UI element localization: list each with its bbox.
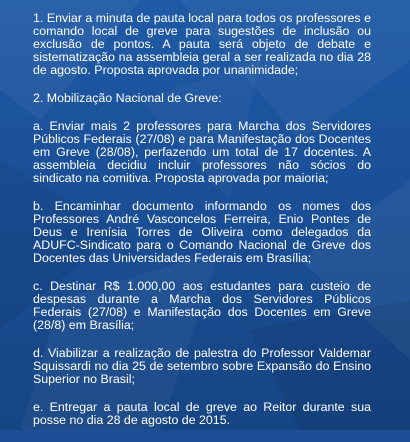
paragraph-item-c: c. Destinar R$ 1.000,00 aos estudantes para custeio de despesas durante a Marcha dos Servidores Públicos Federais (27/08) e Manifestação dos Docentes em Greve (28/8) em Brasília; (33, 279, 371, 332)
paragraph-2: 2. Mobilização Nacional de Greve: (33, 91, 222, 105)
paragraph-item-d: d. Viabilizar a realização de palestra do Professor Valdemar Squissardi no dia 25 de setembro sobre Expansão do Ensino Superior no Brasil; (33, 346, 371, 386)
paragraph-item-e: e. Entregar a pauta local de greve ao Reitor durante sua posse no dia 28 de agosto de 2015. (33, 400, 371, 427)
paragraph-item-a: a. Enviar mais 2 professores para Marcha dos Servidores Públicos Federais (27/08) e para Manifestação dos Docentes em Greve (28/08), perfazendo um total de 17 docentes. A assembleia decidiu incluir professores não sócios do sindicato na comitiva. Proposta aprovada por maioria; (33, 119, 371, 185)
paragraph-item-b: b. Encaminhar documento informando os nomes dos Professores André Vasconcelos Ferreira, Enio Pontes de Deus e Irenísia Torres de Oliveira como delegados da ADUFC-Sindicato para o Comando Nacional de Greve dos Docentes das Universidades Federais em Brasília; (33, 199, 371, 265)
document-body (33, 12, 371, 442)
paragraph-1: 1. Enviar a minuta de pauta local para todos os professores e comando local de greve para sugestões de inclusão ou exclusão de pontos. A pauta será objeto de debate e sistematização na assembleia geral a ser realizada no dia 28 de agosto. Proposta aprovada por unanimidade; (33, 11, 371, 77)
